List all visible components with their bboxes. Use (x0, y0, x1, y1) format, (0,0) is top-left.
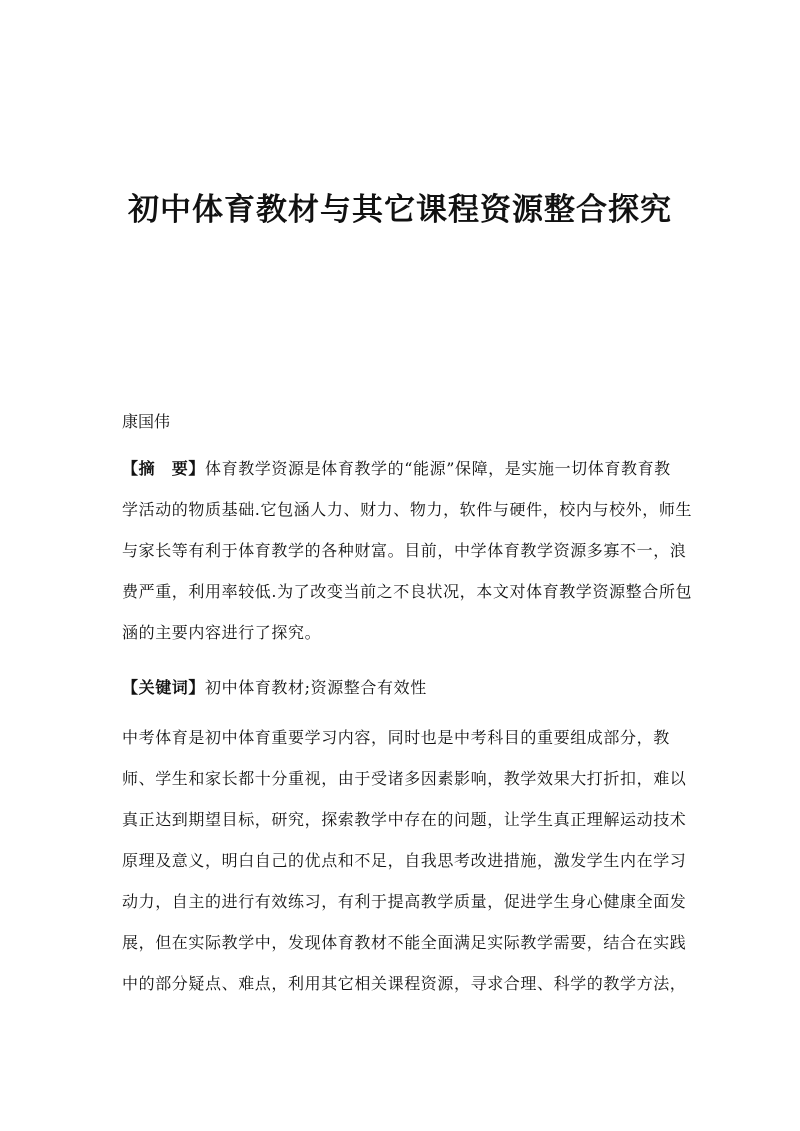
keywords-label: 【关键词】 (122, 678, 206, 697)
body-line-7: 中的部分疑点、难点，利用其它相关课程资源，寻求合理、科学的教学方法， (122, 974, 687, 993)
body-line-3: 真正达到期望目标，研究，探索教学中存在的问题，让学生真正理解运动技术 (122, 810, 687, 829)
abstract-label: 【摘 要】 (122, 459, 206, 478)
body-line-2: 师、学生和家长都十分重视，由于受诸多因素影响，教学效果大打折扣，难以 (122, 769, 687, 788)
body-line-1: 中考体育是初中体育重要学习内容，同时也是中考科目的重要组成部分，教 (122, 728, 670, 747)
body-line-6: 展，但在实际教学中，发现体育教材不能全面满足实际教学需要，结合在实践 (122, 933, 687, 952)
author-name: 康国伟 (122, 412, 171, 431)
keywords-line (122, 676, 678, 700)
abstract-line-3: 与家长等有利于体育教学的各种财富。目前，中学体育教学资源多寡不一，浪 (122, 541, 687, 560)
keywords-text: 初中体育教材;资源整合有效性 (205, 678, 427, 697)
abstract-text-line-1: 体育教学资源是体育教学的“能源”保障，是实施一切体育教育教 (205, 459, 671, 478)
document-title: 初中体育教材与其它课程资源整合探究 (128, 192, 672, 228)
abstract-line-2: 学活动的物质基础.它包涵人力、财力、物力，软件与硬件，校内与校外，师生 (122, 500, 693, 519)
abstract-line-5: 涵的主要内容进行了探究。 (122, 623, 322, 642)
body-line-4: 原理及意义，明白自己的优点和不足，自我思考改进措施，激发学生内在学习 (122, 851, 687, 870)
abstract-line-4: 费严重，利用率较低.为了改变当前之不良状况，本文对体育教学资源整合所包 (122, 582, 693, 601)
abstract-line-1 (122, 457, 678, 481)
body-line-5: 动力，自主的进行有效练习，有利于提高教学质量，促进学生身心健康全面发 (122, 892, 687, 911)
